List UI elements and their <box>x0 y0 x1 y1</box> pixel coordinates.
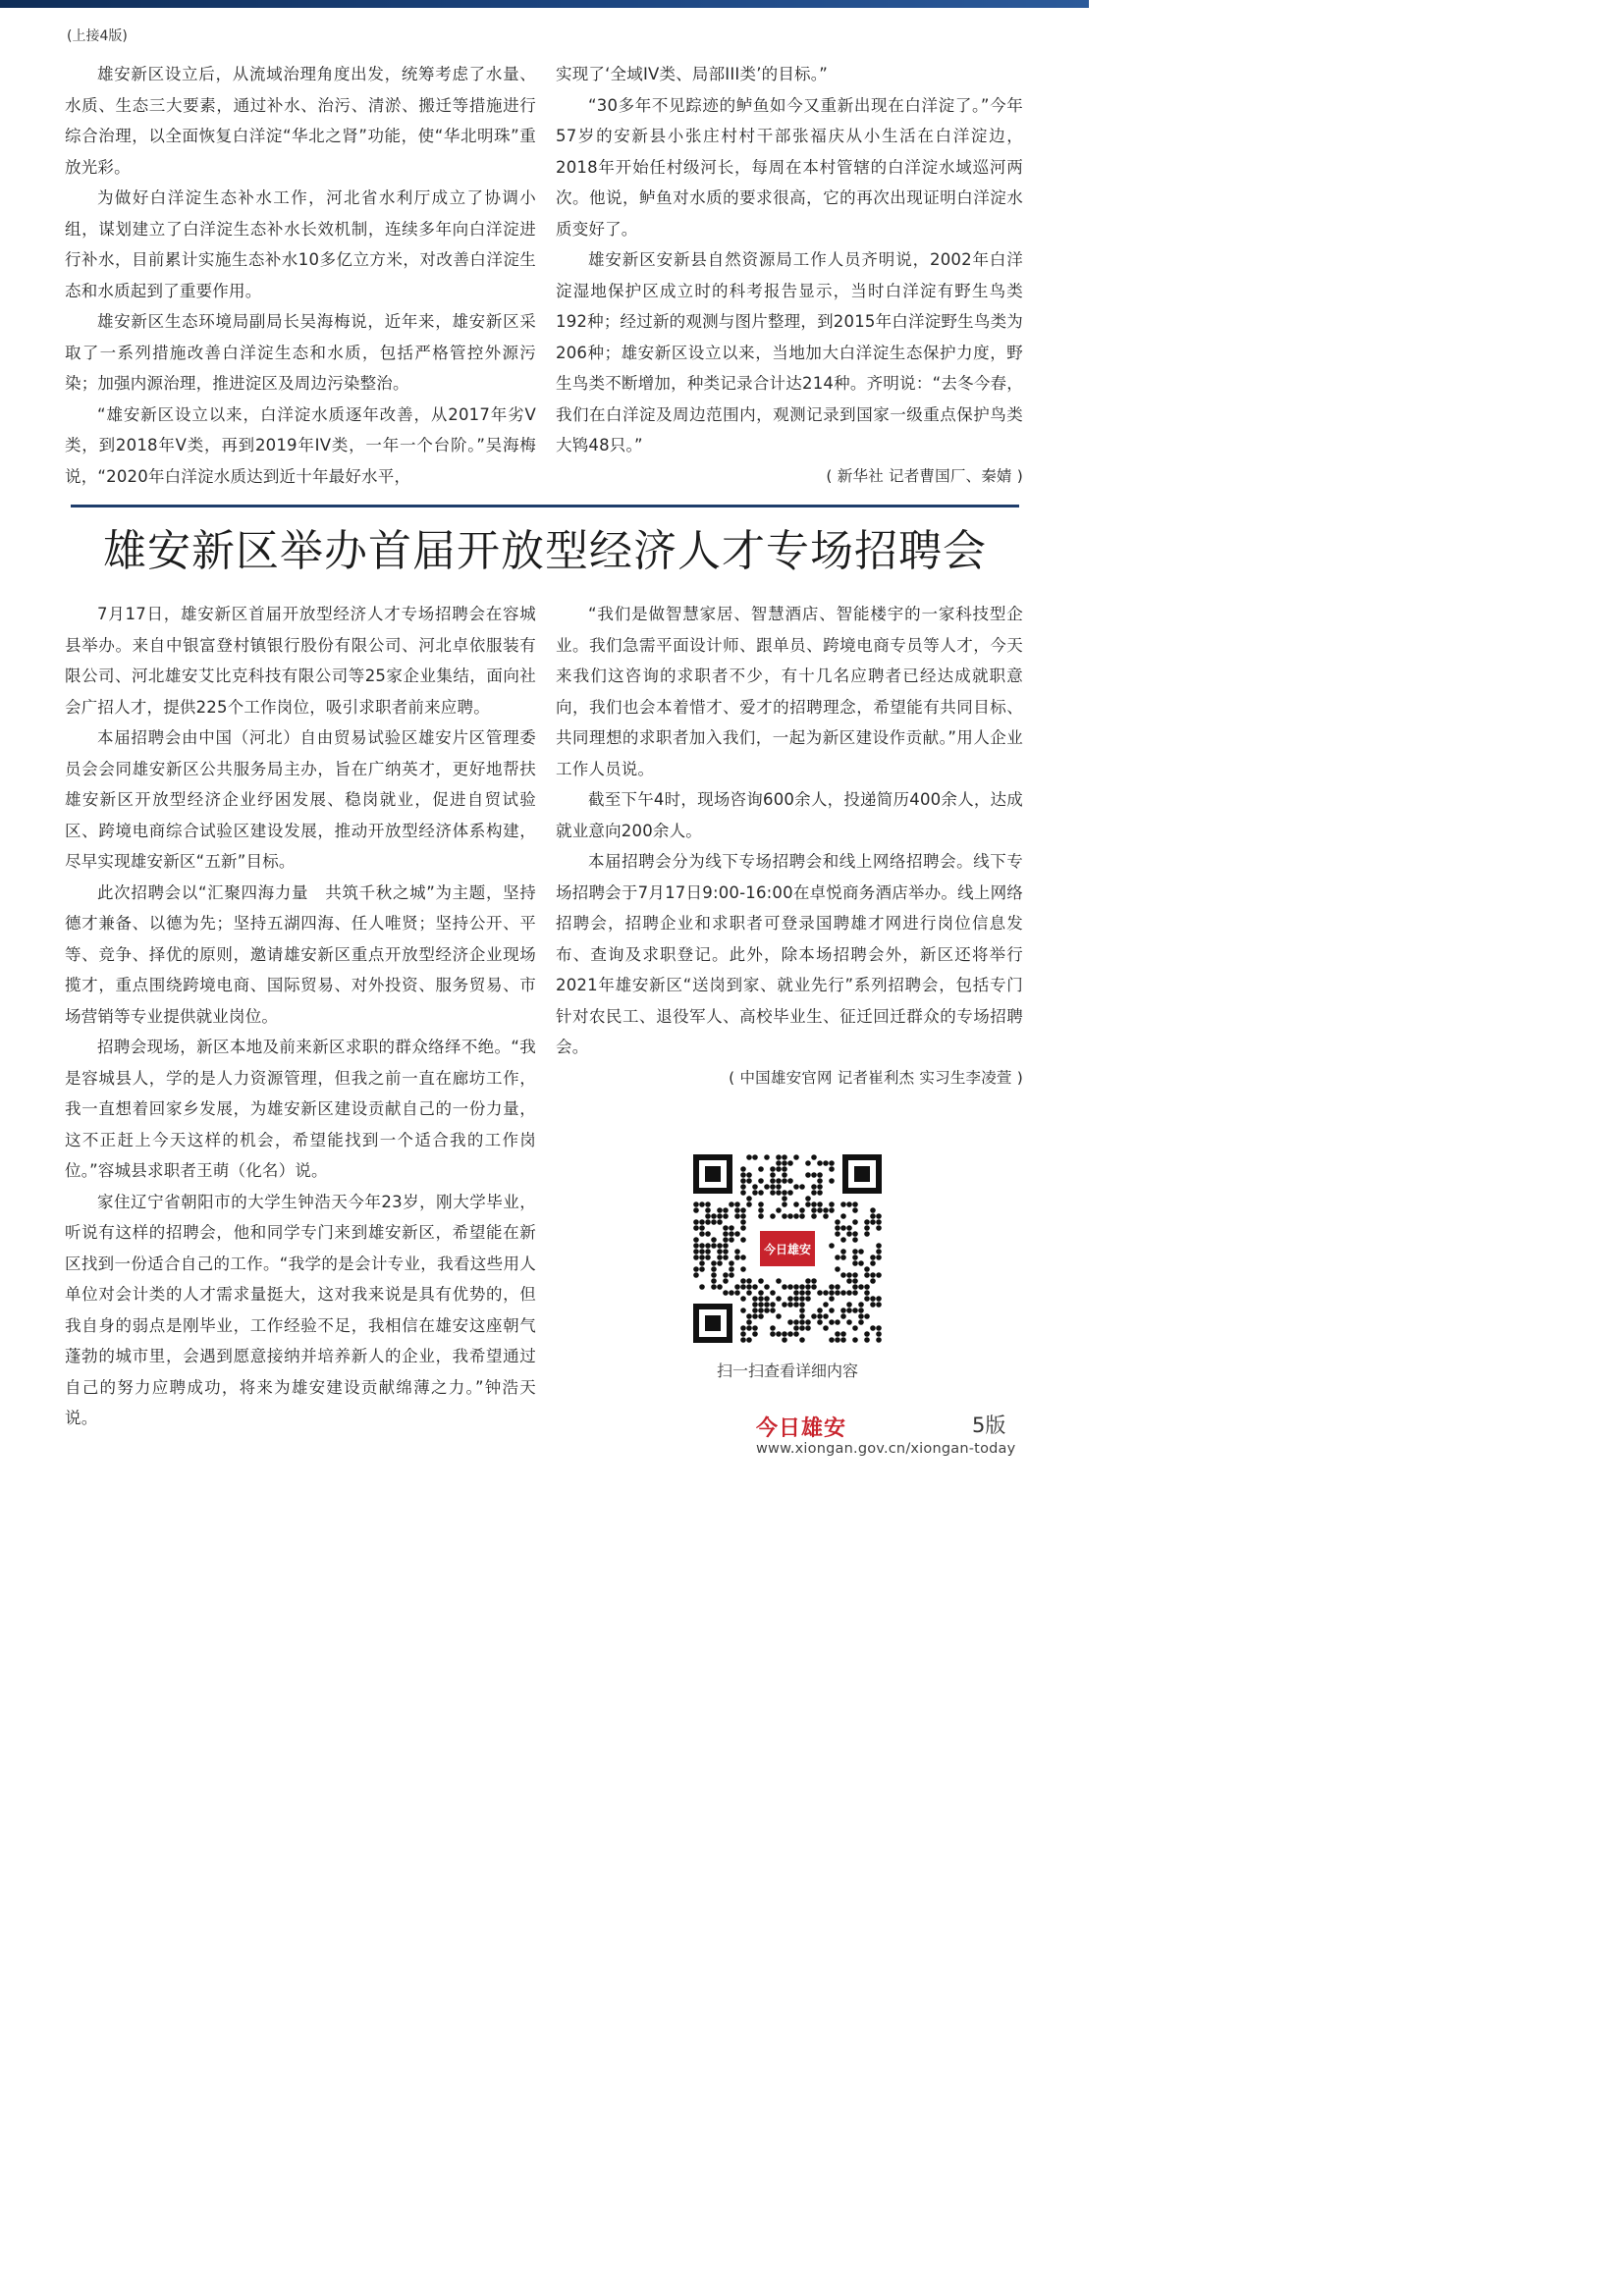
article1-paragraph: “雄安新区设立以来，白洋淀水质逐年改善，从2017年劣V类，到2018年V类，再到2019年IV类，一年一个台阶。”吴海梅说，“2020年白洋淀水质达到近十年最好水平， <box>65 404 536 486</box>
qr-logo-text: 今日雄安 <box>763 1243 812 1256</box>
article1-right-column <box>556 59 1023 492</box>
continued-note: (上接4版) <box>67 28 128 44</box>
article2-paragraph: “我们是做智慧家居、智慧酒店、智能楼宇的一家科技型企业。我们急需平面设计师、跟单员、跨境电商专员等人才，今天来我们这咨询的求职者不少，有十几名应聘者已经达成就职意向，我们也会本着惜才、爱才的招聘理念，希望能有共同目标、共同理想的求职者加入我们，一起为新区建设作贡献。”用人企业工作人员说。 <box>556 605 1023 778</box>
article1-left-column <box>65 59 536 492</box>
article2-headline: 雄安新区举办首届开放型经济人才专场招聘会 <box>103 526 987 576</box>
qr-code[interactable] <box>693 1154 882 1343</box>
article1-continuation: 实现了‘全域IV类、局部III类’的目标。” <box>556 65 828 83</box>
article2-paragraph: 招聘会现场，新区本地及前来新区求职的群众络绎不绝。“我是容城县人，学的是人力资源管理，但我之前一直在廊坊工作，我一直想着回家乡发展，为雄安新区建设贡献自己的一份力量，这不正赶上今天这样的机会，希望能找到一个适合我的工作岗位。”容城县求职者王萌（化名）说。 <box>65 1038 536 1180</box>
section-divider <box>71 505 1019 507</box>
article1-paragraph: 雄安新区设立后，从流域治理角度出发，统筹考虑了水量、水质、生态三大要素，通过补水、治污、清淤、搬迁等措施进行综合治理，以全面恢复白洋淀“华北之肾”功能，使“华北明珠”重放光彩。 <box>65 65 536 177</box>
article2-paragraph: 7月17日，雄安新区首届开放型经济人才专场招聘会在容城县举办。来自中银富登村镇银行股份有限公司、河北卓依服装有限公司、河北雄安艾比克科技有限公司等25家企业集结，面向社会广招人才，提供225个工作岗位，吸引求职者前来应聘。 <box>65 605 536 717</box>
article2-paragraph: 本届招聘会分为线下专场招聘会和线上网络招聘会。线下专场招聘会于7月17日9:00-16:00在卓悦商务酒店举办。线上网络招聘会，招聘企业和求职者可登录国聘雄才网进行岗位信息发布、查询及求职登记。此外，除本场招聘会外，新区还将举行2021年雄安新区“送岗到家、就业先行”系列招聘会，包括专门针对农民工、退役军人、高校毕业生、征迁回迁群众的专场招聘会。 <box>556 852 1023 1056</box>
article1-paragraph: “30多年不见踪迹的鲈鱼如今又重新出现在白洋淀了。”今年57岁的安新县小张庄村村干部张福庆从小生活在白洋淀边，2018年开始任村级河长，每周在本村管辖的白洋淀水域巡河两次。他说，鲈鱼对水质的要求很高，它的再次出现证明白洋淀水质变好了。 <box>556 95 1023 239</box>
article2-left-column <box>65 599 536 1434</box>
article2-paragraph: 家住辽宁省朝阳市的大学生钟浩天今年23岁，刚大学毕业，听说有这样的招聘会，他和同学专门来到雄安新区，希望能在新区找到一份适合自己的工作。“我学的是会计专业，我看这些用人单位对会计类的人才需求量挺大，这对我来说是具有优势的，但我自身的弱点是刚毕业，工作经验不足，我相信在雄安这座朝气蓬勃的城市里，会遇到愿意接纳并培养新人的企业，我希望通过自己的努力应聘成功，将来为雄安建设贡献绵薄之力。”钟浩天说。 <box>65 1192 536 1427</box>
article1-paragraph: 雄安新区安新县自然资源局工作人员齐明说，2002年白洋淀湿地保护区成立时的科考报告显示，当时白洋淀有野生鸟类192种；经过新的观测与图片整理，到2015年白洋淀野生鸟类为206种；雄安新区设立以来，当地加大白洋淀生态保护力度，野生鸟类不断增加，种类记录合计达214种。齐明说：“去冬今春，我们在白洋淀及周边范围内，观测记录到国家一级重点保护鸟类大鸨48只。” <box>556 250 1023 454</box>
top-color-band <box>0 0 1089 8</box>
page-number: 5版 <box>972 1414 1006 1437</box>
site-url[interactable]: www.xiongan.gov.cn/xiongan-today <box>756 1441 1016 1457</box>
article2-paragraph: 此次招聘会以“汇聚四海力量 共筑千秋之城”为主题，坚持德才兼备、以德为先；坚持五湖四海、任人唯贤；坚持公开、平等、竞争、择优的原则，邀请雄安新区重点开放型经济企业现场揽才，重点围绕跨境电商、国际贸易、对外投资、服务贸易、市场营销等专业提供就业岗位。 <box>65 882 536 1026</box>
brand-logo: 今日雄安 <box>756 1415 847 1441</box>
article2-paragraph: 本届招聘会由中国（河北）自由贸易试验区雄安片区管理委员会会同雄安新区公共服务局主办，旨在广纳英才，更好地帮扶雄安新区开放型经济企业纾困发展、稳岗就业，促进自贸试验区、跨境电商综合试验区建设发展，推动开放型经济体系构建，尽早实现雄安新区“五新”目标。 <box>65 728 536 871</box>
article2-paragraph: 截至下午4时，现场咨询600余人，投递简历400余人，达成就业意向200余人。 <box>556 790 1023 840</box>
article1-credit: ( 新华社 记者曹国厂、秦婧 ) <box>826 466 1023 485</box>
article2-right-column <box>556 599 1023 1094</box>
article2-credit: ( 中国雄安官网 记者崔利杰 实习生李凌萱 ) <box>729 1068 1023 1087</box>
article1-paragraph: 为做好白洋淀生态补水工作，河北省水利厅成立了协调小组，谋划建立了白洋淀生态补水长效机制，连续多年向白洋淀进行补水，目前累计实施生态补水10多亿立方米，对改善白洋淀生态和水质起到了重要作用。 <box>65 188 536 300</box>
article1-paragraph: 雄安新区生态环境局副局长吴海梅说，近年来，雄安新区采取了一系列措施改善白洋淀生态和水质，包括严格管控外源污染；加强内源治理，推进淀区及周边污染整治。 <box>65 312 536 393</box>
qr-caption: 扫一扫查看详细内容 <box>716 1362 858 1380</box>
